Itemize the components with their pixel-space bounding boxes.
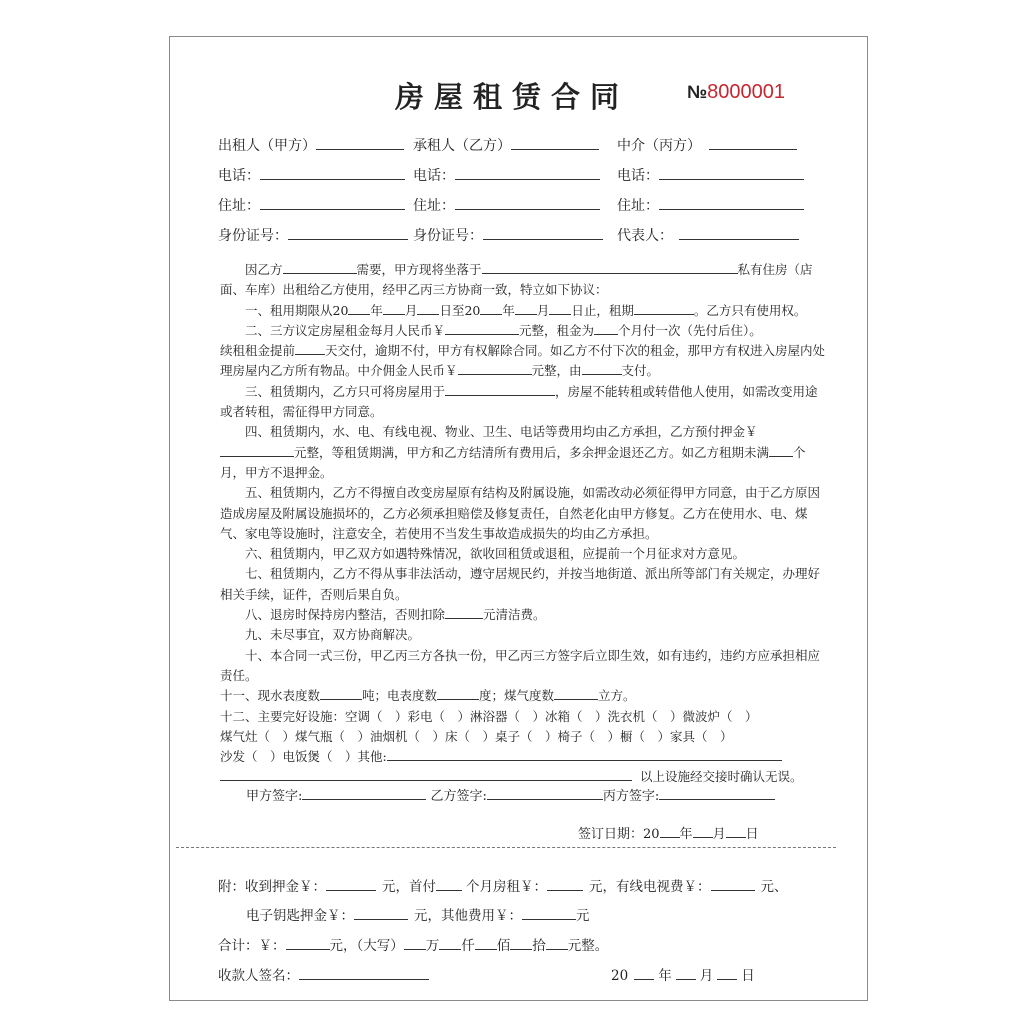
contract-clauses [220,260,830,788]
agent-address-row [617,195,804,215]
clause-text: 十一、现水表度数 [220,688,321,704]
water-meter-blank[interactable] [320,687,362,700]
id-label: 身份证号： [413,228,483,244]
clause-text: 月 [536,302,550,318]
clause-text: 个月，甲方不退押金。 [220,444,806,480]
clause-5: 五、租赁期内，乙方不得擅自改变房屋原有结构及附属设施，如需改动必须征得甲方同意，由于乙方原因造成房屋及附属设施损坏的，乙方必须承担赔偿及修复责任，自然老化由甲方修复。乙方在使用水、电、煤气、家电等设施时，注意安全，若使用不当发生事故造成损失的均由乙方承担。 [220,485,821,541]
tear-line-divider [176,847,836,848]
qian-blank[interactable] [439,937,461,950]
clause-intro-text: 需要，甲方现将坐落于 [356,262,482,277]
date-unit: 日 [745,827,759,842]
sign-date-label: 签订日期：20 [578,827,660,842]
party-c-signature-label: 丙方签字: [602,789,660,804]
agent-label: 中介（丙方） [617,138,701,154]
agent-name-blank[interactable] [709,137,797,150]
receipt-text: 元，首付 [382,879,436,895]
clause-7: 七、租赁期内，乙方不得从事非法活动，遵守居规民约，并按当地街道、派出所等部门有关规定，办理好相关手续，证件，否则后果自负。 [220,566,821,602]
receipt-row-2 [246,904,590,924]
clause-10: 十、本合同一式三份，甲乙丙三方各执一份，甲乙丙三方签字后立即生效，如有违约，违约方应承担相应责任。 [220,647,821,683]
receipt-text: 元整。 [567,938,609,954]
sign-day-blank[interactable] [726,825,746,838]
address-label: 住址： [218,198,260,214]
clause-text: 吨；电表度数 [362,688,438,704]
clause-text: 元整，由 [531,363,582,379]
receipt-text: 收款人签名： [218,968,299,984]
lessor-address-blank[interactable] [260,197,405,210]
total-amount-blank[interactable] [286,937,330,950]
sign-date-row [578,823,759,842]
receipt-text: 元，有线电视费￥： [589,879,711,895]
cleaning-fee-blank[interactable] [445,606,483,619]
lessor-phone-row [218,165,405,185]
clause-text: 八、退房时保持房内整洁，否则扣除 [245,607,446,623]
start-day-blank[interactable] [417,302,439,315]
receipt-day-blank[interactable] [717,967,737,980]
party-b-signature-blank[interactable] [487,787,603,800]
clause-text: 一、租用期限从20 [245,302,349,318]
receipt-text: 元 [576,908,590,924]
phone-label: 电话： [413,168,455,184]
end-day-blank[interactable] [549,302,571,315]
clause-text: 天交付，逾期不付，甲方有权解除合同。如乙方不付下次的租金，那甲方有权进入房屋内处理房屋内乙方所有物品。中介佣金人民币￥ [220,343,826,379]
clause-text: 元清洁费。 [483,607,546,623]
phone-label: 电话： [617,168,659,184]
agent-rep-blank[interactable] [679,227,799,240]
clause-text: 日至20 [439,302,481,318]
clause-9: 九、未尽事宜，双方协商解决。 [245,627,421,643]
clause-11 [220,686,830,706]
other-facilities-blank[interactable] [387,748,782,761]
receipt-date-row [611,964,755,984]
receipt-text: 个月房租￥： [466,879,547,895]
party-a-signature-blank[interactable] [302,787,426,800]
first-rent-blank[interactable] [547,878,583,891]
receipt-text: 佰 [496,938,511,954]
contract-sheet [169,36,868,1001]
lessor-address-row [218,195,405,215]
clause-text: 立方。 [598,688,636,704]
clause-12-line-3 [220,747,830,767]
lessee-address-row [413,195,600,215]
receipt-row-1 [218,875,788,895]
lessee-label: 承租人（乙方） [413,138,511,154]
receipt-text: 仟 [461,938,475,954]
phone-label: 电话： [218,168,260,184]
serial-number [687,81,785,104]
id-label: 身份证号： [218,228,288,244]
clause-text: 年 [502,302,515,318]
lessee-id-blank[interactable] [483,227,603,240]
commission-payer-blank[interactable] [582,362,622,375]
usage-blank[interactable] [445,383,555,396]
other-facilities-blank-2[interactable] [220,768,632,781]
commission-blank[interactable] [458,362,532,375]
yuan-blank[interactable] [546,937,568,950]
contract-title: 房屋租赁合同 [395,80,630,114]
lease-term-blank[interactable] [634,302,694,315]
first-months-blank[interactable] [436,878,462,891]
lessee-row [413,135,599,155]
clause-12-line-2: 煤气灶（ ）煤气瓶（ ）油烟机（ ）床（ ）桌子（ ）椅子（ ）橱（ ）家具（ ） [220,728,733,744]
clause-12-line-1: 十二、主要完好设施：空调（ ）彩电（ ）淋浴器（ ）冰箱（ ）洗衣机（ ）微波炉（ ） [220,708,758,724]
address-label: 住址： [413,198,455,214]
end-month-blank[interactable] [515,302,537,315]
agent-phone-blank[interactable] [659,167,804,180]
lessee-phone-blank[interactable] [455,167,600,180]
clause-text: 元整，租金为 [519,322,595,338]
key-deposit-blank[interactable] [354,907,408,920]
receipt-text: 20 [611,968,629,984]
receipt-text: 拾 [532,938,546,954]
clause-text: 续租租金提前 [220,343,296,359]
lessee-address-blank[interactable] [455,197,600,210]
clause-text: 日止，租期 [571,302,634,318]
lessee-id-row [413,225,603,245]
receipt-year-blank[interactable] [634,967,654,980]
date-unit: 月 [712,827,726,842]
agent-address-blank[interactable] [659,197,804,210]
end-year-blank[interactable] [480,302,502,315]
deposit-blank[interactable] [220,444,294,457]
receipt-text: 合计：￥： [218,938,286,954]
lessor-phone-blank[interactable] [260,167,405,180]
receipt-row-3 [218,934,608,954]
payee-signature-blank[interactable] [299,967,429,980]
electric-meter-blank[interactable] [437,687,479,700]
receipt-text: 元、 [760,879,788,895]
party-c-signature-blank[interactable] [659,787,775,800]
receipt-month-blank[interactable] [676,967,696,980]
gas-meter-blank[interactable] [554,687,598,700]
receipt-text: 附：收到押金￥： [218,879,326,895]
clause-intro-text: 因乙方 [245,262,283,277]
address-label: 住址： [617,198,659,214]
lessor-name-blank[interactable] [316,137,404,150]
other-fees-blank[interactable] [522,907,576,920]
receipt-text: 月 [699,968,714,984]
clause-4 [220,422,830,483]
clause-text: 年 [370,302,383,318]
clause-6: 六、租赁期内，甲乙双方如遇特殊情况，欲收回租赁或退租，应提前一个月征求对方意见。 [245,546,746,562]
clause-text: 四、租赁期内，水、电、有线电视、物业、卫生、电话等费用均由乙方承担，乙方预付押金￥ [245,424,758,440]
signature-row [246,785,775,804]
lessee-phone-row [413,165,600,185]
agent-rep-row [617,225,799,245]
party-a-signature-label: 甲方签字: [246,789,303,804]
clause-text: 三、租赁期内，乙方只可将房屋用于 [245,383,446,399]
clause-intro-text: （店面、车库）出租给乙方使用，经甲乙丙三方协商一致，特立如下协议： [220,262,813,298]
advance-days-blank[interactable] [295,342,325,355]
clause-3 [220,382,830,423]
cable-fee-blank[interactable] [711,878,755,891]
start-year-blank[interactable] [348,302,370,315]
shi-blank[interactable] [510,937,532,950]
receipt-text: 元，其他费用￥： [414,908,522,924]
lessor-id-row [218,225,408,245]
clause-1 [220,301,830,321]
receipt-text: 万 [425,938,440,954]
deposit-received-blank[interactable] [326,878,376,891]
lease-purpose-blank[interactable] [283,261,357,274]
agent-phone-row [617,165,804,185]
clause-text: 支付。 [621,363,660,379]
lessor-id-blank[interactable] [288,227,408,240]
receipt-text: 电子钥匙押金￥： [246,908,354,924]
receipt-text: 年 [658,968,672,984]
receipt-text: 日 [741,968,755,984]
lessor-row [218,135,404,155]
clause-intro [220,260,830,301]
lessor-label: 出租人（甲方） [218,138,316,154]
serial-prefix: № [687,82,708,102]
party-b-signature-label: 乙方签字: [430,789,487,804]
lessee-name-blank[interactable] [511,137,599,150]
clause-text: 二、三方议定房屋租金每月人民币￥ [245,322,446,338]
monthly-rent-blank[interactable] [445,322,519,335]
clause-text: 月 [404,302,418,318]
clause-text: 元整，等租赁期满，甲方和乙方结清所有费用后，多余押金退还乙方。如乙方租期未满 [294,444,770,460]
rep-label: 代表人： [617,228,673,244]
receipt-text: 元，（大写） [329,938,404,954]
min-months-blank[interactable] [769,444,793,457]
receipt-row-4 [218,964,429,984]
wan-blank[interactable] [404,937,426,950]
bai-blank[interactable] [475,937,497,950]
clause-2-cont [220,341,830,382]
payment-cycle-blank[interactable] [594,322,618,335]
sign-year-blank[interactable] [660,825,680,838]
clause-intro-text: 私有住房 [737,262,788,277]
agent-row [617,135,797,155]
start-month-blank[interactable] [383,302,405,315]
serial-value: 8000001 [707,81,785,103]
clause-text: ，房屋不能转租或转借他人使用，如需改变用途或者转租，需征得甲方同意。 [220,383,818,420]
date-unit: 年 [679,827,693,842]
clause-8 [220,605,830,625]
clause-text: 沙发（ ）电饭煲（ ）其他: [220,749,387,765]
property-location-blank[interactable] [482,261,738,274]
clause-2 [220,321,830,341]
clause-text: 以上设施经交接时确认无误。 [640,769,803,785]
clause-text: 。乙方只有使用权。 [693,302,807,318]
clause-text: 度；煤气度数 [479,688,555,704]
clause-text: 个月付一次（先付后住）。 [618,322,762,338]
sign-month-blank[interactable] [693,825,713,838]
